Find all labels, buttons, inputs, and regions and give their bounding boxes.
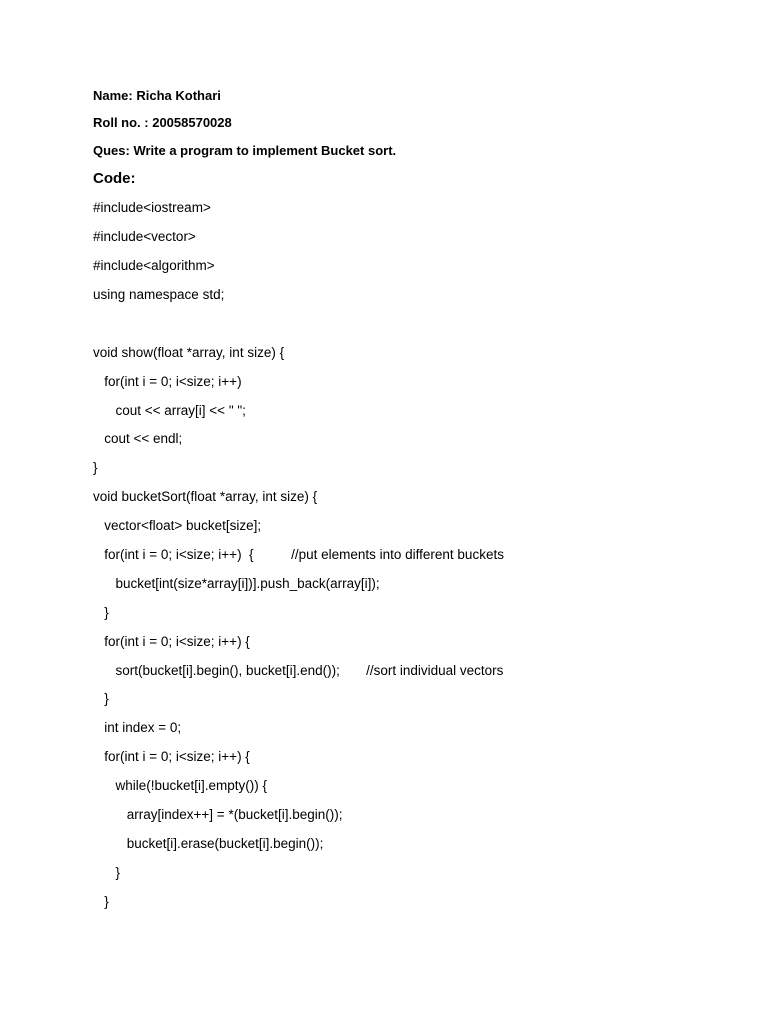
question-text: Ques: Write a program to implement Bucket sort. bbox=[93, 143, 397, 158]
code-line: for(int i = 0; i<size; i++) { //put elements into different buckets bbox=[93, 547, 504, 562]
code-line: #include<vector> bbox=[93, 229, 196, 244]
code-line: cout << array[i] << " "; bbox=[93, 403, 246, 418]
code-line: void show(float *array, int size) { bbox=[93, 345, 285, 360]
code-line: } bbox=[93, 865, 121, 880]
code-line: } bbox=[93, 605, 109, 620]
code-line: cout << endl; bbox=[93, 431, 183, 446]
code-heading: Code: bbox=[93, 170, 136, 187]
code-line: bucket[i].erase(bucket[i].begin()); bbox=[93, 836, 324, 851]
code-line: #include<algorithm> bbox=[93, 258, 215, 273]
code-line: } bbox=[93, 894, 109, 909]
code-line: } bbox=[93, 691, 109, 706]
code-line: int index = 0; bbox=[93, 720, 182, 735]
code-line: #include<iostream> bbox=[93, 200, 211, 215]
code-line: for(int i = 0; i<size; i++) { bbox=[93, 634, 250, 649]
roll-number: Roll no. : 20058570028 bbox=[93, 115, 232, 130]
code-line: vector<float> bucket[size]; bbox=[93, 518, 262, 533]
student-name: Name: Richa Kothari bbox=[93, 88, 221, 103]
code-line: void bucketSort(float *array, int size) { bbox=[93, 489, 318, 504]
code-line: bucket[int(size*array[i])].push_back(array[i]); bbox=[93, 576, 380, 591]
code-line: } bbox=[93, 460, 98, 475]
code-line: using namespace std; bbox=[93, 287, 225, 302]
code-line: for(int i = 0; i<size; i++) { bbox=[93, 749, 250, 764]
code-line: for(int i = 0; i<size; i++) bbox=[93, 374, 242, 389]
code-line: array[index++] = *(bucket[i].begin()); bbox=[93, 807, 343, 822]
code-line: sort(bucket[i].begin(), bucket[i].end()); //sort individual vectors bbox=[93, 663, 504, 678]
code-line: while(!bucket[i].empty()) { bbox=[93, 778, 268, 793]
